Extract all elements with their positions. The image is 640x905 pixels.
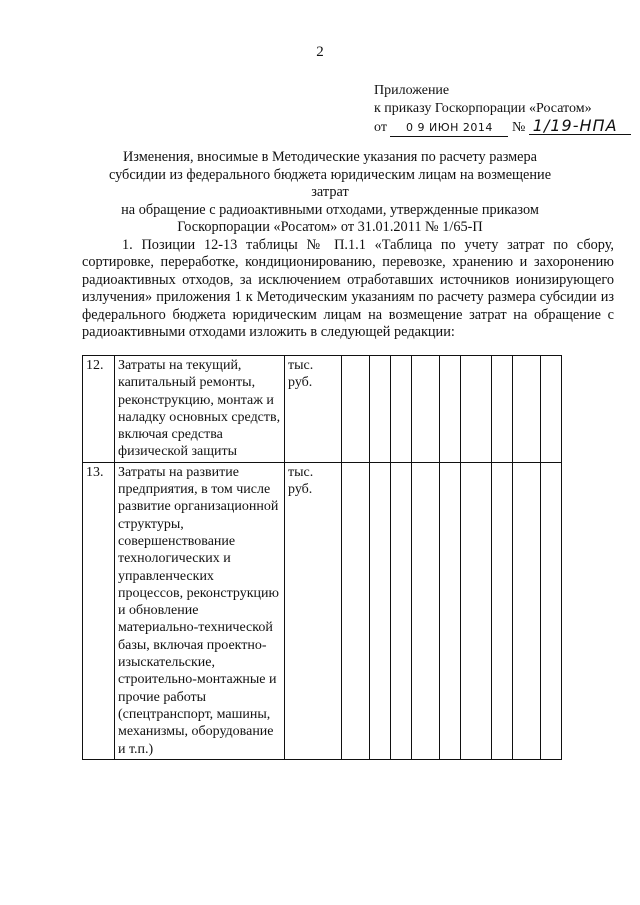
costs-table — [82, 355, 562, 760]
unit-line-2: руб. — [288, 375, 313, 391]
empty-cell — [461, 462, 492, 759]
row-number: 13. — [83, 462, 115, 759]
empty-cell — [541, 356, 562, 463]
empty-cell — [492, 356, 513, 463]
empty-cell — [412, 356, 440, 463]
table-row — [83, 462, 562, 759]
empty-cell — [513, 462, 541, 759]
order-date-stamp: 0 9 ИЮН 2014 — [390, 120, 508, 137]
empty-cell — [541, 462, 562, 759]
empty-cell — [440, 462, 461, 759]
empty-cell — [342, 356, 370, 463]
unit-line-1: тыс. — [288, 464, 314, 480]
from-label: от — [374, 120, 387, 135]
row-number: 12. — [83, 356, 115, 463]
title-line-2: субсидии из федерального бюджета юридическим лицам на возмещение затрат — [108, 166, 552, 200]
page-number: 2 — [316, 44, 324, 60]
row-description: Затраты на текущий, капитальный ремонты, реконструкцию, монтаж и наладку основных средств, включая средства физической защиты — [115, 356, 285, 463]
row-unit — [285, 462, 342, 759]
title-line-4: Госкорпорации «Росатом» от 31.01.2011 № 1/65-П — [177, 219, 483, 235]
table-row — [83, 356, 562, 463]
empty-cell — [440, 356, 461, 463]
row-unit — [285, 356, 342, 463]
unit-line-1: тыс. — [288, 358, 314, 373]
appendix-heading: Приложение — [374, 83, 450, 98]
empty-cell — [391, 356, 412, 463]
appendix-order-reference: к приказу Госкорпорации «Росатом» — [374, 101, 592, 116]
empty-cell — [412, 462, 440, 759]
row-description: Затраты на развитие предприятия, в том числе развитие организационной структуры, совершенствование технологических и управленческих процессов, реконструкцию и обновление материально-технической базы, включая проектно-изыскательские, строительно-монтажные и прочие работы (спецтранспорт, машины, механизмы, оборудование и т.п.) — [115, 462, 285, 759]
empty-cell — [461, 356, 492, 463]
body-paragraph: 1. Позиции 12-13 таблицы № П.1.1 «Таблица по учету затрат по сбору, сортировке, переработке, кондиционированию, перевозке, хранению и захоронению радиоактивных отходов, за исключением отработавших источников ионизирующего излучения» приложения 1 к Методическим указаниям по расчету размера субсидии из федерального бюджета юридическим лицам на возмещение затрат на обращение с радиоактивными отходами изложить в следующей редакции: — [82, 237, 614, 341]
title-line-1: Изменения, вносимые в Методические указания по расчету размера — [122, 149, 538, 165]
document-title — [90, 149, 570, 237]
appendix-block — [374, 82, 634, 140]
empty-cell — [342, 462, 370, 759]
title-line-3: на обращение с радиоактивными отходами, утвержденные приказом — [121, 201, 539, 218]
empty-cell — [370, 462, 391, 759]
empty-cell — [492, 462, 513, 759]
unit-line-2: руб. — [288, 482, 313, 498]
empty-cell — [513, 356, 541, 463]
empty-cell — [370, 356, 391, 463]
order-date-number-line — [374, 118, 634, 140]
number-label: № — [511, 120, 526, 135]
order-number-handwritten: 1/19-НПА — [529, 118, 631, 135]
empty-cell — [391, 462, 412, 759]
